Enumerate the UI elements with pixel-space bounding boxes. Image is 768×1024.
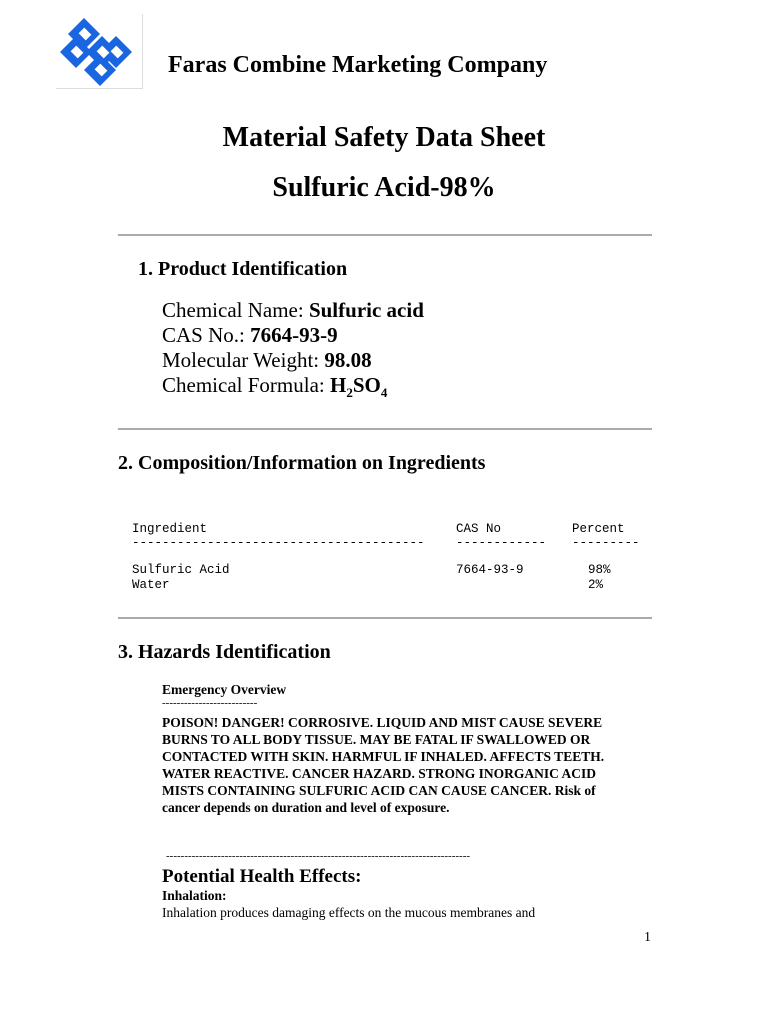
emergency-overview-underline: -------------------------- xyxy=(162,697,258,709)
section-heading-composition: 2. Composition/Information on Ingredients xyxy=(118,452,486,474)
document-subtitle: Sulfuric Acid-98% xyxy=(272,172,496,203)
chemical-name-value: Sulfuric acid xyxy=(308,298,424,322)
divider xyxy=(118,617,652,619)
page-number: 1 xyxy=(644,930,651,945)
emergency-overview-heading: Emergency Overview xyxy=(162,682,287,697)
cas-number-value: 7664-93-9 xyxy=(250,323,338,347)
cas-number-row xyxy=(162,323,338,348)
chemical-name-row xyxy=(162,298,424,323)
table-row-percent: 98% xyxy=(588,563,611,577)
section-separator: ----------------------------------------------------------------------------------- xyxy=(166,850,471,862)
inhalation-label: Inhalation: xyxy=(162,888,227,903)
table-row-ingredient: Sulfuric Acid xyxy=(132,563,230,577)
table-header-ingredient: Ingredient xyxy=(132,522,208,536)
table-row-ingredient: Water xyxy=(132,578,170,592)
table-header-cas: CAS No xyxy=(456,522,502,536)
inhalation-text: Inhalation produces damaging effects on the mucous membranes and xyxy=(162,905,536,920)
chemical-formula-row xyxy=(162,373,387,401)
table-row-cas: 7664-93-9 xyxy=(456,563,524,577)
molecular-weight-label: Molecular Weight: xyxy=(162,348,325,372)
potential-health-effects-heading: Potential Health Effects: xyxy=(162,866,362,887)
divider xyxy=(118,428,652,430)
section-heading-hazards: 3. Hazards Identification xyxy=(118,641,331,663)
company-logo xyxy=(56,14,143,89)
section-heading-product-identification: 1. Product Identification xyxy=(138,258,348,280)
molecular-weight-row xyxy=(162,348,372,373)
molecular-weight-value: 98.08 xyxy=(324,348,372,372)
document-title: Material Safety Data Sheet xyxy=(222,122,546,153)
logo-graphic xyxy=(56,14,142,88)
table-dash-ingredient: --------------------------------------- xyxy=(132,536,425,550)
chemical-name-label: Chemical Name: xyxy=(162,298,309,322)
company-name: Faras Combine Marketing Company xyxy=(168,52,548,78)
table-row-percent: 2% xyxy=(588,578,604,592)
emergency-overview-text: POISON! DANGER! CORROSIVE. LIQUID AND MIST CAUSE SEVERE BURNS TO ALL BODY TISSUE. MAY BE FATAL IF SWALLOWED OR CONTACTED WITH SKIN. HARMFUL IF INHALED. AFFECTS TEETH. WATER REACTIVE. CANCER HAZARD. STRONG INORGANIC ACID MISTS CONTAINING SULFURIC ACID CAN CAUSE CANCER. Risk of cancer depends on duration and level of exposure. xyxy=(162,715,605,815)
chemical-formula-value: $H_2SO_4$ xyxy=(329,373,388,401)
table-header-percent: Percent xyxy=(572,522,625,536)
chemical-formula-label: Chemical Formula: xyxy=(162,373,330,397)
cas-number-label: CAS No.: xyxy=(162,323,251,347)
divider xyxy=(118,234,652,236)
table-dash-percent: --------- xyxy=(572,536,640,550)
table-dash-cas: ------------ xyxy=(456,536,547,550)
